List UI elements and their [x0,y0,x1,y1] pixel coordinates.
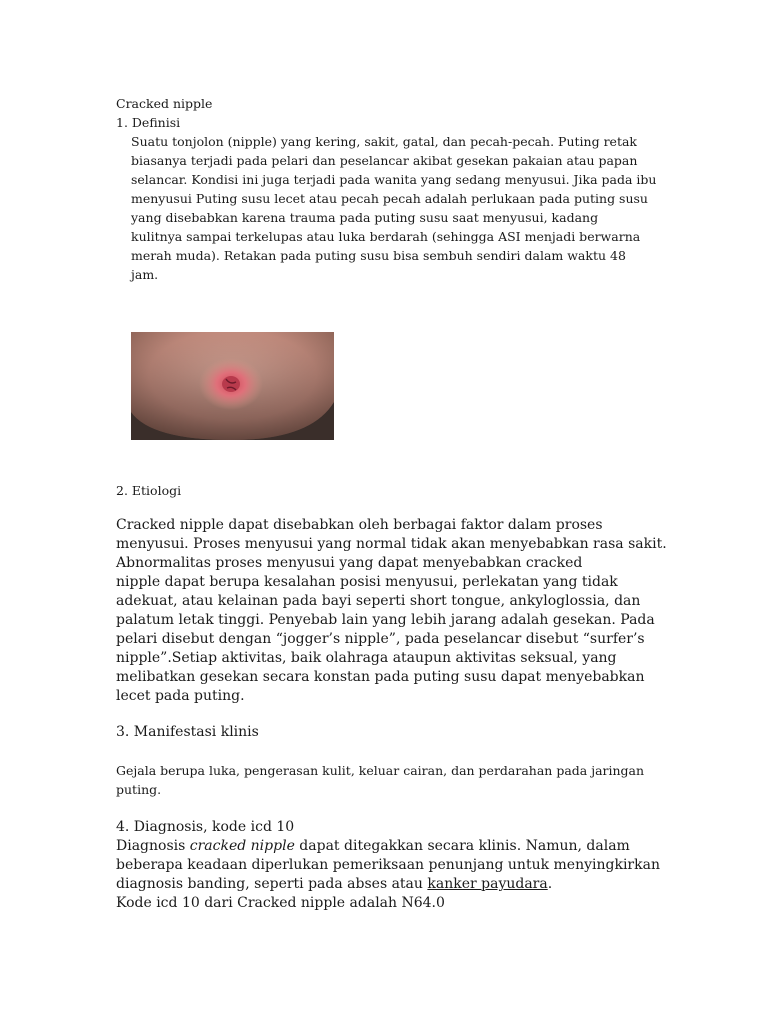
text-line: palatum letak tinggi. Penyebab lain yang lebih jarang adalah gesekan. Pada [116,612,655,628]
heading-definisi: 1. Definisi [116,115,181,130]
paragraph-manifestasi [116,761,645,799]
text-line: melibatkan gesekan secara konstan pada puting susu dapat menyebabkan [116,669,645,685]
clinical-photo [131,332,334,440]
text-run: dapat ditegakkan secara klinis. Namun, dalam [294,838,630,854]
text-line: menyusui. Proses menyusui yang normal tidak akan menyebabkan rasa sakit. [116,536,667,552]
text-line: nipple”.Setiap aktivitas, baik olahraga ataupun aktivitas seksual, yang [116,650,617,666]
doc-title: Cracked nipple [116,96,213,111]
text-line: Cracked nipple dapat disebabkan oleh berbagai faktor dalam proses [116,517,603,533]
paragraph-diagnosis [116,837,660,894]
paragraph-definisi [131,132,657,284]
text-line: pelari disebut dengan “jogger’s nipple”, pada peselancar disebut “surfer’s [116,631,645,647]
text-line: nipple dapat berupa kesalahan posisi menyusui, perlekatan yang tidak [116,574,618,590]
text-line: jam. [131,267,159,282]
text-line: yang disebabkan karena trauma pada puting susu saat menyusui, kadang [131,210,599,225]
text-run: Diagnosis [116,838,190,854]
heading-manifestasi: 3. Manifestasi klinis [116,724,259,740]
clinical-photo-image [131,332,334,440]
text-line: Abnormalitas proses menyusui yang dapat menyebabkan cracked [116,555,583,571]
text-line [116,837,656,856]
paragraph-etiologi [116,516,667,706]
heading-diagnosis: 4. Diagnosis, kode icd 10 [116,819,295,835]
text-line: biasanya terjadi pada pelari dan peselancar akibat gesekan pakaian atau papan [131,153,638,168]
text-run: diagnosis banding, seperti pada abses atau [116,876,428,892]
heading-etiologi: 2. Etiologi [116,483,182,498]
text-line: selancar. Kondisi ini juga terjadi pada wanita yang sedang menyusui. Jika pada ibu [131,172,657,187]
icd-code-line: Kode icd 10 dari Cracked nipple adalah N64.0 [116,895,445,911]
text-line: beberapa keadaan diperlukan pemeriksaan penunjang untuk menyingkirkan [116,857,660,873]
text-line: Gejala berupa luka, pengerasan kulit, keluar cairan, dan perdarahan pada jaringan [116,763,645,778]
text-line: kulitnya sampai terkelupas atau luka berdarah (sehingga ASI menjadi berwarna [131,229,641,244]
text-line: puting. [116,782,162,797]
text-line: Suatu tonjolon (nipple) yang kering, sakit, gatal, dan pecah-pecah. Puting retak [131,134,637,149]
text-line [116,875,656,894]
text-line: merah muda). Retakan pada puting susu bisa sembuh sendiri dalam waktu 48 [131,248,626,263]
text-line: adekuat, atau kelainan pada bayi seperti short tongue, ankyloglossia, dan [116,593,641,609]
emphasis-text: cracked nipple [189,838,295,854]
text-line: menyusui Puting susu lecet atau pecah pecah adalah perlukaan pada puting susu [131,191,648,206]
text-run: . [547,876,553,892]
kanker-payudara-link[interactable]: kanker payudara [427,876,548,892]
text-line: lecet pada puting. [116,688,245,704]
